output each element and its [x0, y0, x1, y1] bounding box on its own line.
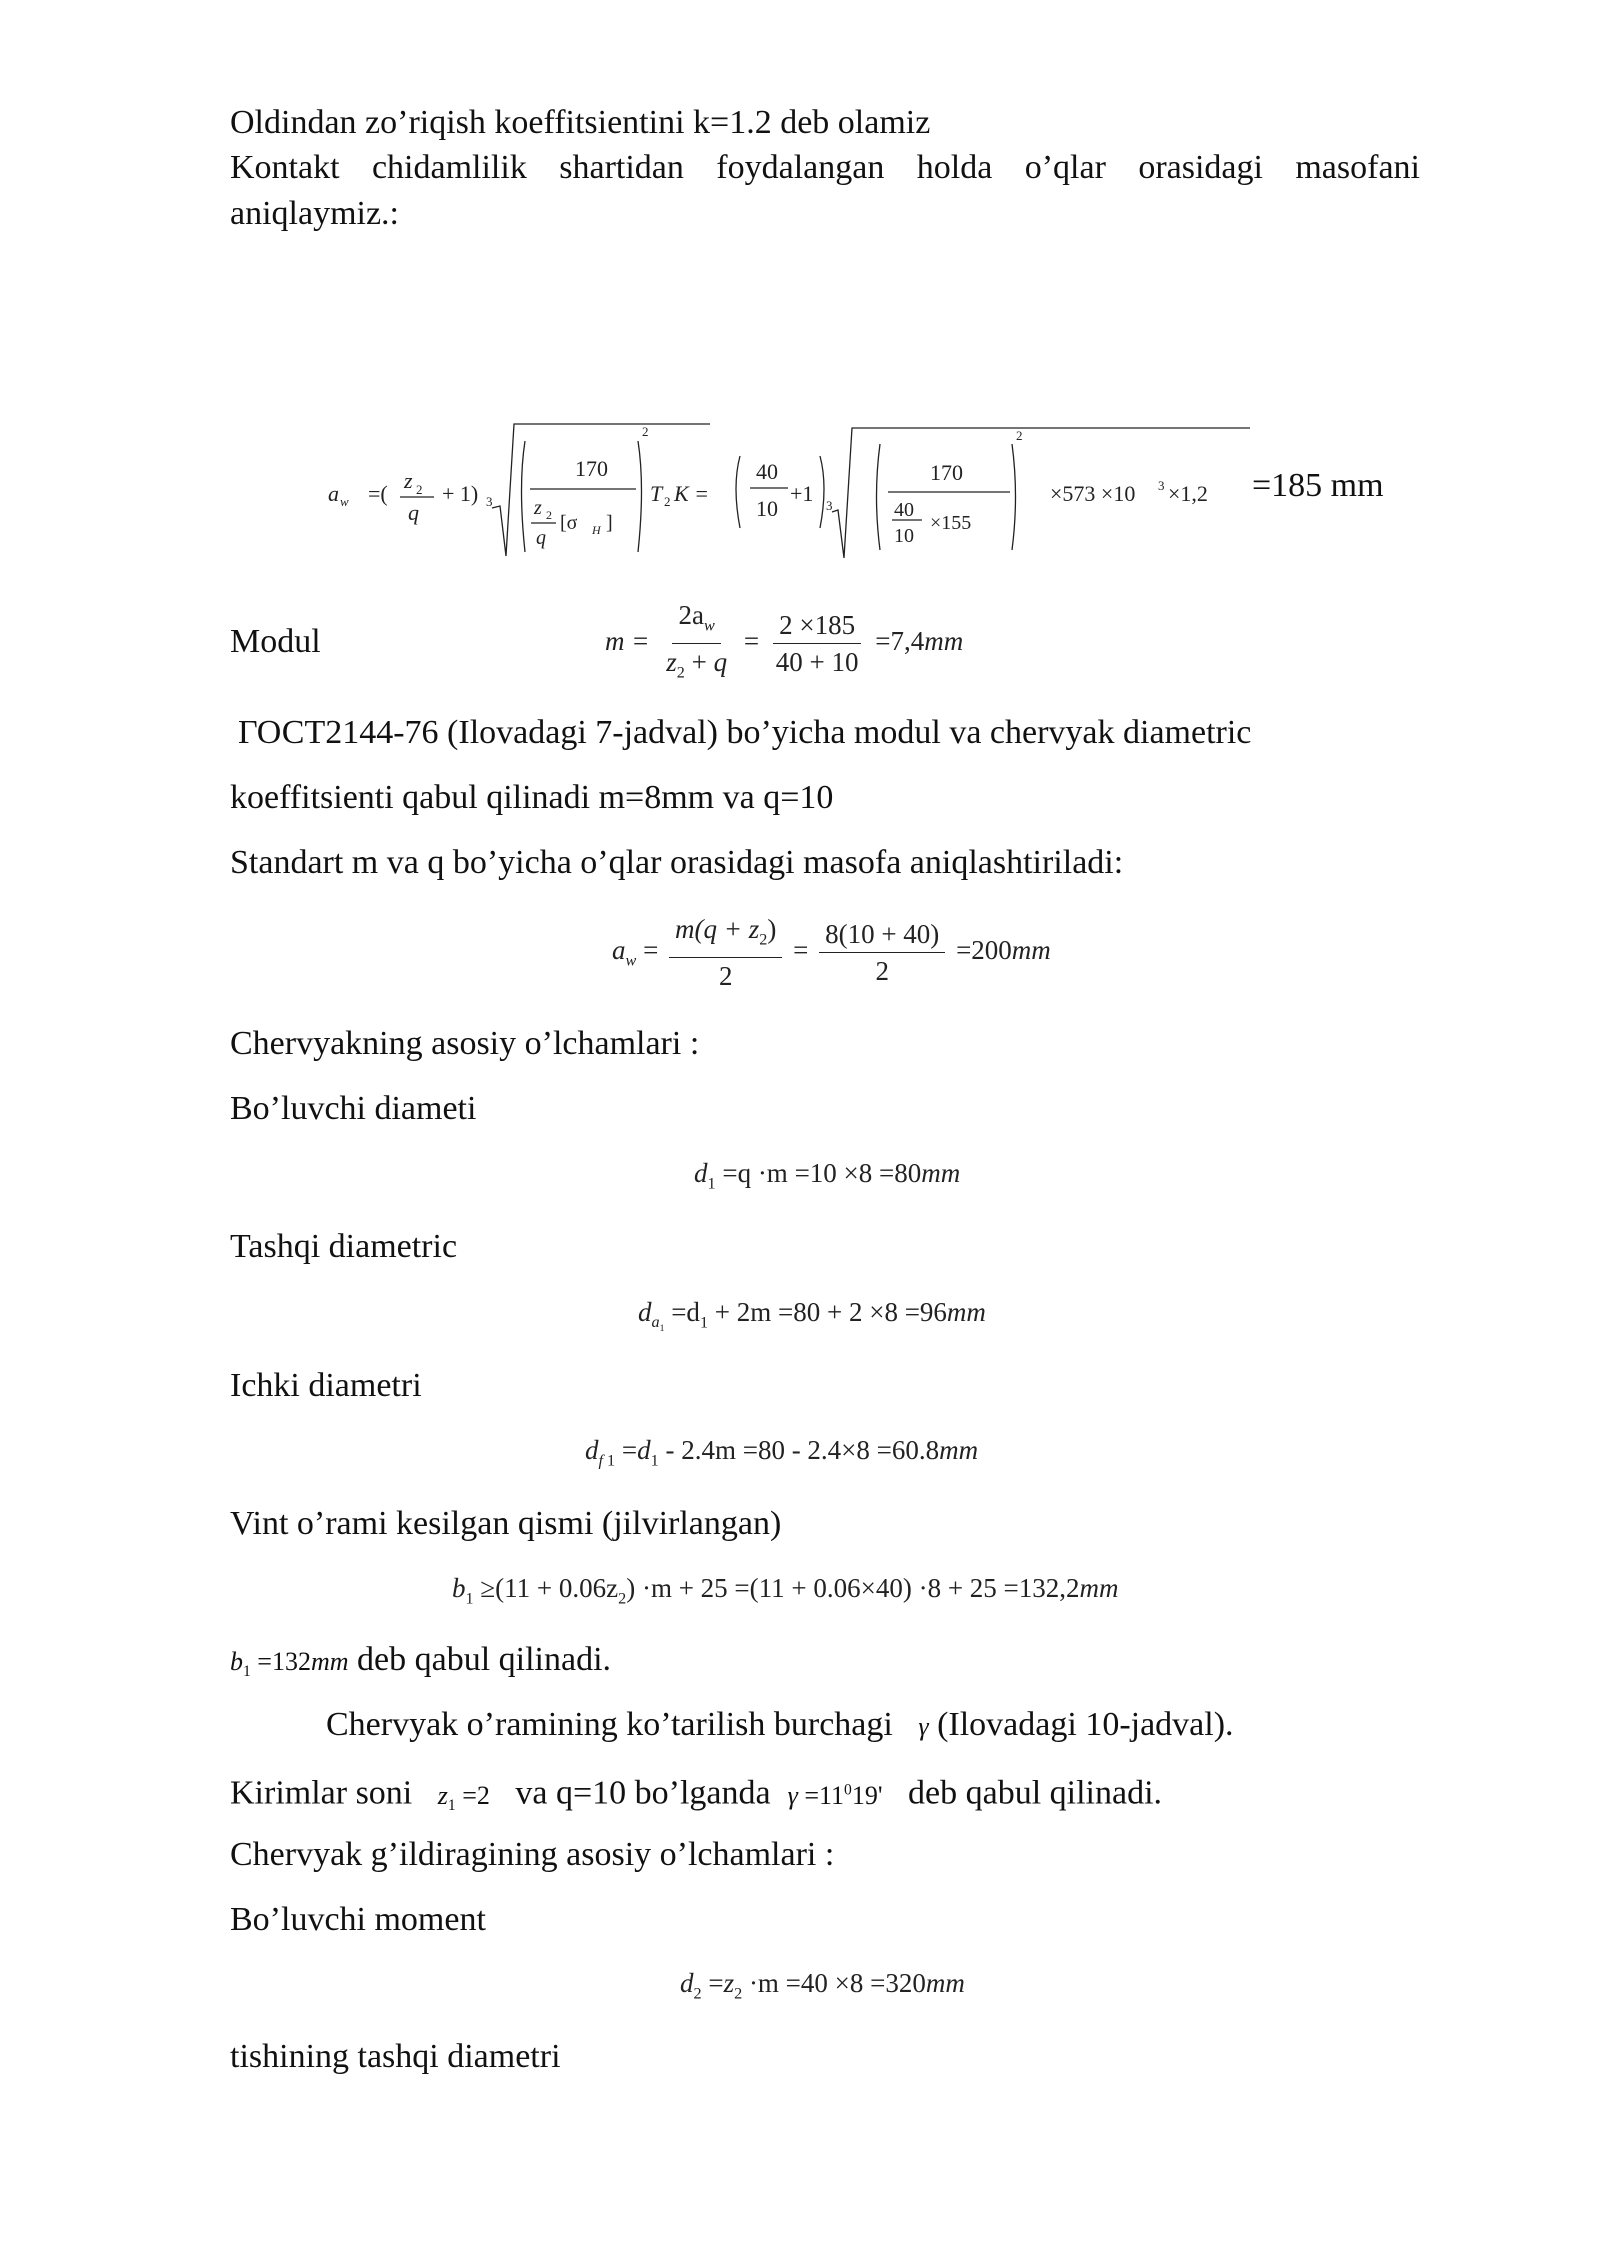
- label-outer-diameter: Tashqi diametric: [230, 1228, 458, 1265]
- label-modul: Modul: [230, 623, 321, 660]
- svg-text:×573 ×10: ×573 ×10: [1050, 481, 1136, 506]
- label-pitch-diameter: Bo’luvchi diameti: [230, 1090, 477, 1127]
- svg-text:w: w: [340, 494, 349, 509]
- eq-symbol: =(: [368, 481, 388, 506]
- paragraph-contact-strength-a: Kontakt chidamlilik shartidan foydalangan holda o’qlar orasidagi masofani: [230, 149, 1420, 186]
- svg-text:2: 2: [416, 482, 423, 497]
- svg-text:10: 10: [756, 496, 778, 521]
- paragraph-contact-strength-b: aniqlaymiz.:: [230, 195, 400, 232]
- plus-one: + 1): [442, 481, 479, 506]
- svg-text:2: 2: [642, 424, 649, 439]
- formula-da1: $d_{a_1} =d_1 + 2m =80 + 2 \times 8 =96mm$: [638, 1297, 986, 1335]
- svg-text:q: q: [408, 500, 419, 525]
- heading-worm-dimensions: Chervyakning asosiy o’lchamlari :: [230, 1025, 700, 1062]
- label-ground-length: Vint o’rami kesilgan qismi (jilvirlangan): [230, 1505, 782, 1542]
- paragraph-b1-accepted: $b_1 =132mm$ deb qabul qilinadi.: [230, 1641, 612, 1681]
- result-185mm: =185 mm: [1252, 467, 1384, 504]
- paragraph-gost: ГОСТ2144-76 (Ilovadagi 7-jadval) bo’yicha modul va chervyak diametric: [238, 714, 1252, 751]
- svg-text:K =: K =: [674, 481, 710, 506]
- paragraph-preload-coefficient: Oldindan zo’riqish koeffitsientini k=1.2 deb olamiz: [230, 104, 931, 141]
- formula-b1: $b_1 \ge(11 + 0.06z_2) \cdot m + 25 =(11 + 0.06\times 40) \cdot 8 + 25 =132,2mm$: [452, 1573, 1119, 1608]
- label-inner-diameter: Ichki diametri: [230, 1367, 422, 1404]
- aw-symbol: a: [328, 481, 339, 506]
- formula-aw-standard: $a_w$ = $\frac{m(q + z_2)}{2}$ = $\frac{8(10 + 40)}{2}$ =200mm: [612, 914, 1051, 992]
- heading-wheel-dimensions: Chervyak g’ildiragining asosiy o’lchamlari :: [230, 1836, 835, 1873]
- formula-modul: m = $\frac{2a_w}{z_2 + q}$ = $\frac{2 \times 185}{40 + 10}$ =7,4mm: [605, 600, 964, 682]
- svg-text:T: T: [650, 481, 663, 506]
- paragraph-starts: Kirimlar soni $z_1 =2$ va q=10 bo’lganda $\gamma =11^019'$ deb qabul qilinadi.: [230, 1774, 1163, 1814]
- svg-text:2: 2: [1016, 428, 1023, 443]
- svg-text:×155: ×155: [930, 512, 972, 534]
- paragraph-lead-angle: Chervyak o’ramining ko’tarilish burchagi γ (Ilovadagi 10-jadval).: [326, 1706, 1234, 1743]
- svg-text:40: 40: [756, 459, 778, 484]
- label-tip-diameter: tishining tashqi diametri: [230, 2038, 561, 2075]
- svg-text:]: ]: [606, 512, 613, 534]
- formula-d1: $d_1 =q \cdot m =10 \times 8 =80mm$: [694, 1158, 961, 1193]
- paragraph-standard: Standart m va q bo’yicha o’qlar orasidagi masofa aniqlashtiriladi:: [230, 844, 1124, 881]
- svg-text:z: z: [404, 468, 413, 493]
- paragraph-gost-b: koeffitsienti qabul qilinadi m=8mm va q=10: [230, 779, 834, 816]
- formula-d2: $d_2 =z_2 \cdot m =40 \times 8 =320mm$: [680, 1968, 965, 2003]
- svg-text:+1: +1: [790, 481, 814, 506]
- formula-center-distance: [320, 416, 1260, 576]
- svg-text:q: q: [536, 527, 546, 549]
- svg-text:[σ: [σ: [560, 512, 578, 534]
- n170-a: 170: [575, 456, 608, 481]
- svg-text:z: z: [534, 497, 542, 519]
- svg-text:3: 3: [486, 494, 493, 509]
- svg-text:H: H: [592, 523, 601, 537]
- n170-b: 170: [930, 460, 963, 485]
- svg-text:3: 3: [1158, 478, 1165, 493]
- svg-text:40: 40: [894, 499, 914, 521]
- svg-text:10: 10: [894, 525, 914, 547]
- svg-text:2: 2: [546, 508, 552, 522]
- svg-text:3: 3: [826, 498, 833, 513]
- svg-text:2: 2: [664, 494, 671, 509]
- label-pitch-moment: Bo’luvchi moment: [230, 1901, 486, 1938]
- formula-df1: $d_{f 1} =d_1 - 2.4m =80 - 2.4\times 8 =60.8mm$: [585, 1435, 979, 1470]
- svg-text:×1,2: ×1,2: [1168, 481, 1208, 506]
